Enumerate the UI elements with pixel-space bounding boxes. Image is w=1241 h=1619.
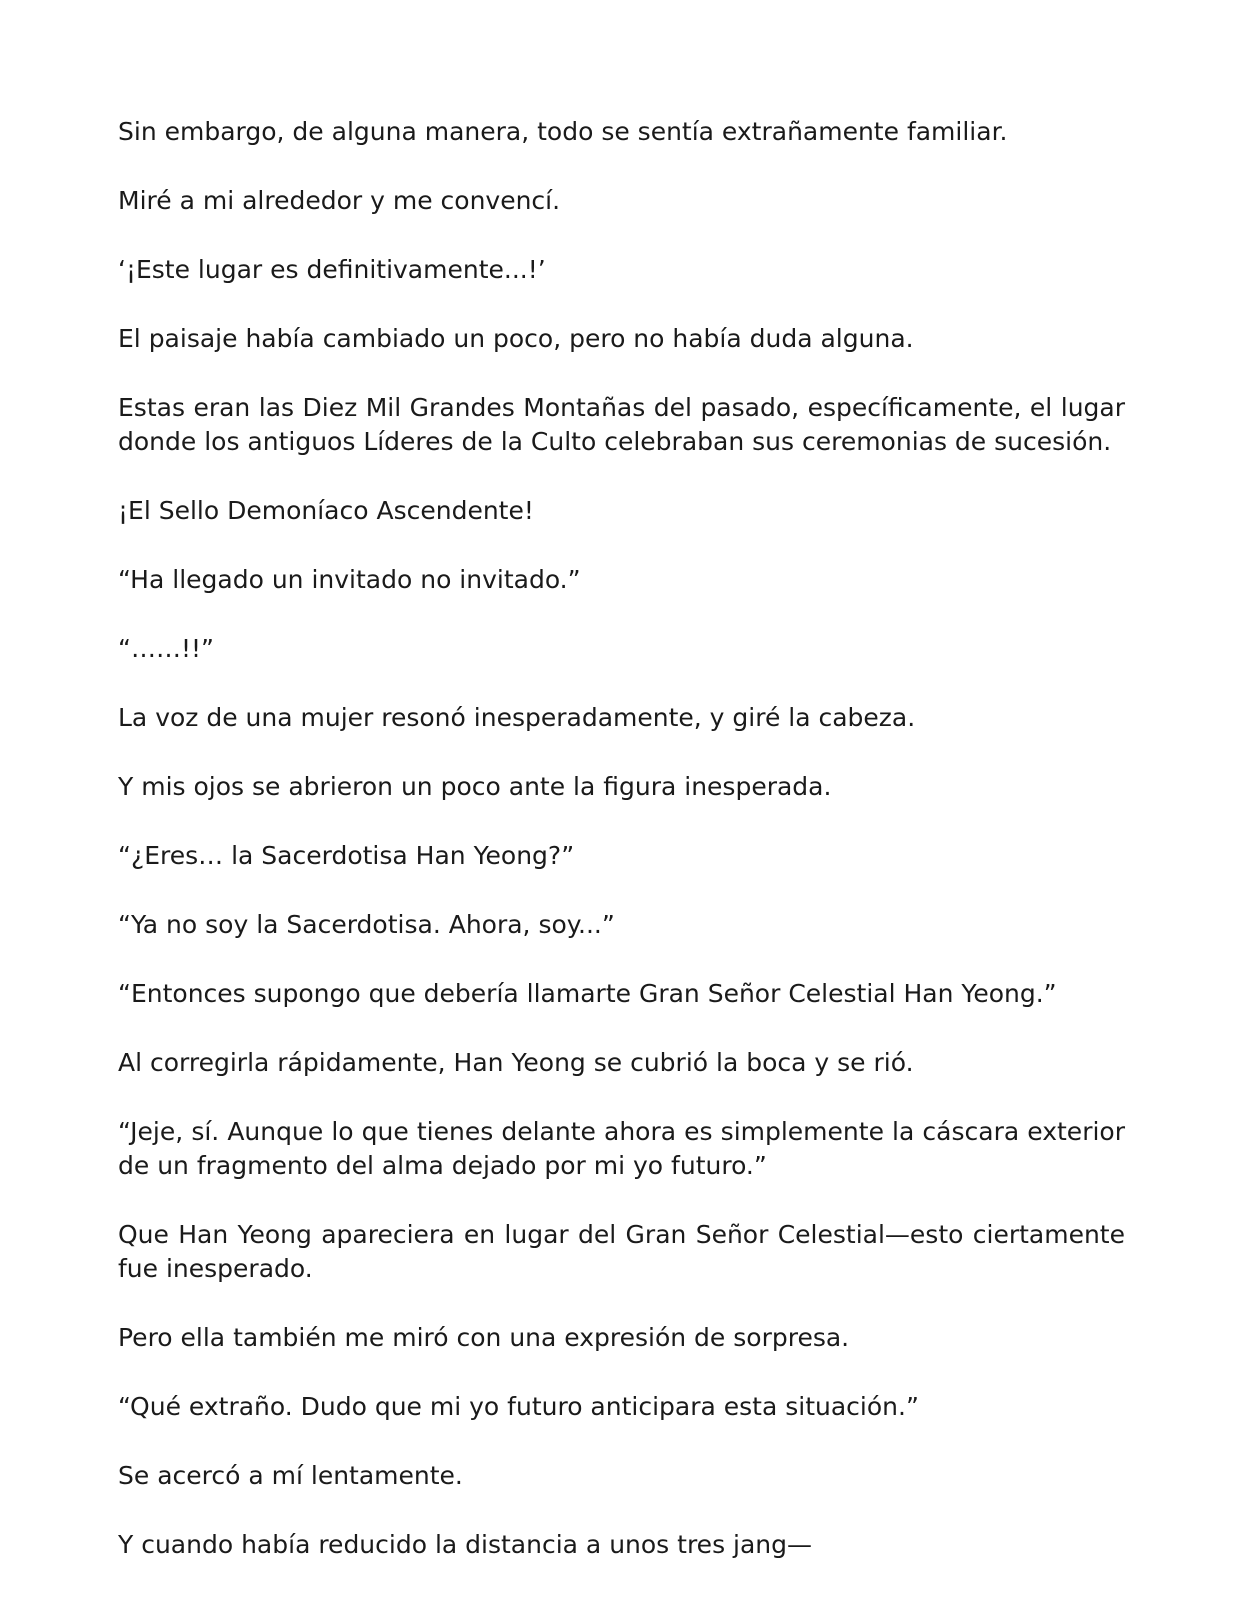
paragraph: Pero ella también me miró con una expresión de sorpresa. [118,1323,850,1352]
paragraph: El paisaje había cambiado un poco, pero no había duda alguna. [118,324,914,353]
paragraph: “¿Eres… la Sacerdotisa Han Yeong?” [118,841,575,870]
paragraph: “Ya no soy la Sacerdotisa. Ahora, soy...” [118,910,615,939]
paragraph: “Ha llegado un invitado no invitado.” [118,565,581,594]
paragraph: Que Han Yeong apareciera en lugar del Gran Señor Celestial—esto ciertamente fue inesperado. [118,1220,1125,1283]
paragraph: “……!!” [118,634,214,663]
paragraph: Estas eran las Diez Mil Grandes Montañas del pasado, específicamente, el lugar donde los antiguos Líderes de la Culto celebraban sus ceremonias de sucesión. [118,393,1125,456]
paragraph: “Entonces supongo que debería llamarte Gran Señor Celestial Han Yeong.” [118,979,1057,1008]
paragraph: Y cuando había reducido la distancia a unos tres jang— [118,1530,813,1559]
paragraph: Miré a mi alrededor y me convencí. [118,186,561,215]
paragraph: ‘¡Este lugar es definitivamente...!’ [118,255,546,284]
paragraph: “Qué extraño. Dudo que mi yo futuro anticipara esta situación.” [118,1392,919,1421]
paragraph: La voz de una mujer resonó inesperadamente, y giré la cabeza. [118,703,916,732]
paragraph: Al corregirla rápidamente, Han Yeong se cubrió la boca y se rió. [118,1048,914,1077]
paragraph: Sin embargo, de alguna manera, todo se sentía extrañamente familiar. [118,117,1008,146]
paragraph: ¡El Sello Demoníaco Ascendente! [118,496,534,525]
paragraph: “Jeje, sí. Aunque lo que tienes delante ahora es simplemente la cáscara exterior de un fragmento del alma dejado por mi yo futuro.” [118,1117,1125,1180]
paragraph: Se acercó a mí lentamente. [118,1461,463,1490]
paragraph: Y mis ojos se abrieron un poco ante la figura inesperada. [118,772,832,801]
